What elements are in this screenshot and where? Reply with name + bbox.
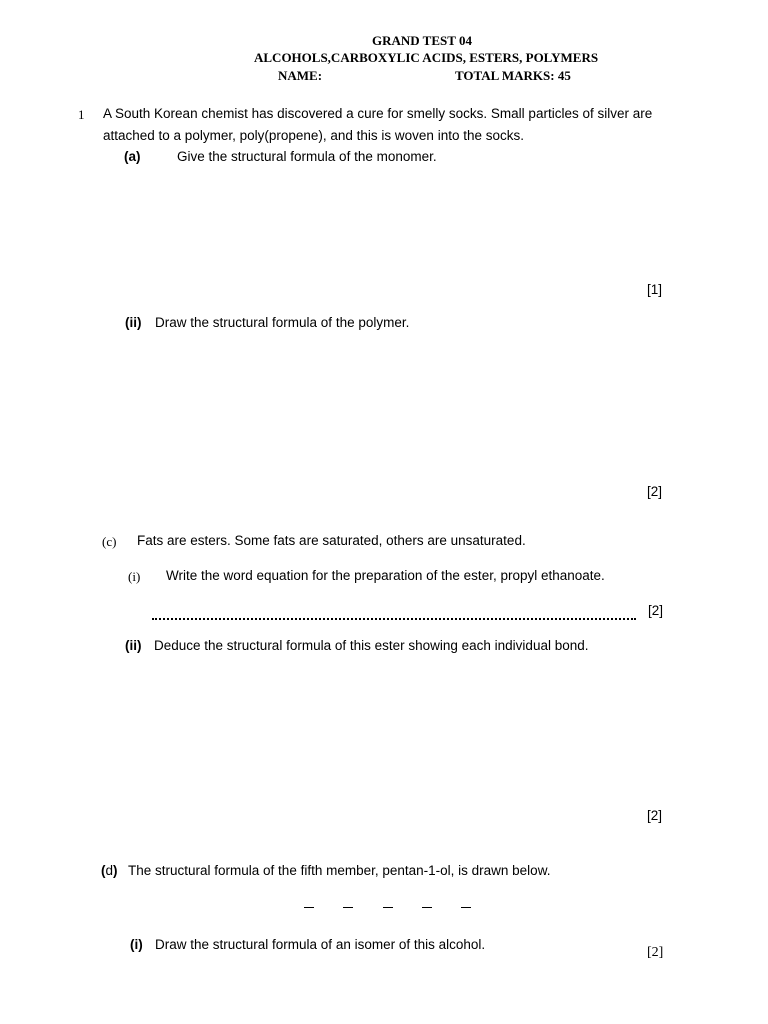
answer-line[interactable] [152,618,636,620]
part-c-i-marks: [2] [648,603,664,618]
part-a-text: Give the structural formula of the monomer. [177,149,437,164]
test-subtitle: ALCOHOLS,CARBOXYLIC ACIDS, ESTERS, POLYMERS [254,50,599,65]
question-intro-line1: A South Korean chemist has discovered a cure for smelly socks. Small particles of silver are [103,106,653,121]
bond-line [343,907,353,908]
question-intro-line2: attached to a polymer, poly(propene), and this is woven into the socks. [103,128,524,143]
part-c-i-text: Write the word equation for the preparation of the ester, propyl ethanoate. [166,568,605,583]
part-c-i-label: (i) [128,569,141,584]
bond-line [304,907,314,908]
part-d-text: The structural formula of the fifth member, pentan-1-ol, is drawn below. [128,863,551,878]
bond-line [461,907,471,908]
part-d-label-close: ) [113,863,118,878]
part-d-i-text: Draw the structural formula of an isomer of this alcohol. [155,937,486,952]
part-d-label [101,863,118,878]
part-c-text: Fats are esters. Some fats are saturated, others are unsaturated. [137,533,526,548]
part-c-ii-marks: [2] [647,808,663,823]
bond-line [383,907,393,908]
part-c-ii-text: Deduce the structural formula of this ester showing each individual bond. [154,638,589,653]
part-a-ii-text: Draw the structural formula of the polymer. [155,315,410,330]
bond-line [422,907,432,908]
part-c-ii-label: (ii) [125,638,142,653]
name-label: NAME: [278,68,323,83]
part-d-i-label: (i) [130,937,143,952]
part-a-marks: [1] [647,282,663,297]
test-title: GRAND TEST 04 [372,33,472,48]
part-a-label: (a) [124,149,141,164]
question-number: 1 [78,107,85,122]
part-c-label: (c) [102,534,117,549]
total-marks: TOTAL MARKS: 45 [455,68,571,83]
part-d-label-open: ( [101,863,106,878]
part-d-i-marks: [2] [647,945,664,960]
part-a-ii-label: (ii) [125,315,142,330]
part-d-label-letter: d [105,863,114,878]
part-a-ii-marks: [2] [647,484,663,499]
